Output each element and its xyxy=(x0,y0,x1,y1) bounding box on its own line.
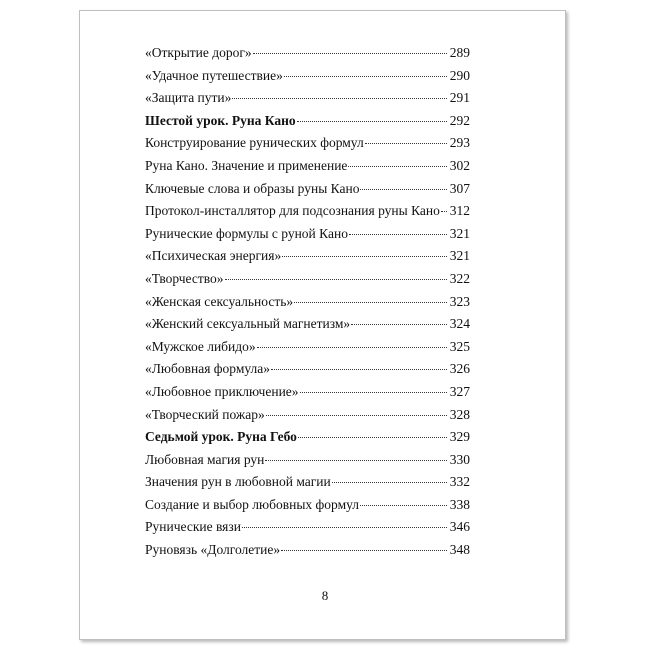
toc-entry-page: 293 xyxy=(449,135,470,151)
toc-chapter-entry xyxy=(145,113,470,136)
toc-entry-title: «Любовная формула» xyxy=(145,361,271,377)
toc-entry-title: Создание и выбор любовных формул xyxy=(145,496,360,512)
toc-entry-title: Шестой урок. Руна Кано xyxy=(145,112,296,128)
dot-leader xyxy=(332,482,447,483)
dot-leader xyxy=(281,550,447,551)
dot-leader xyxy=(271,369,447,370)
toc-entry xyxy=(145,158,470,181)
toc-entry-title: «Творческий пожар» xyxy=(145,406,265,422)
dot-leader xyxy=(225,279,447,280)
toc-entry-page: 348 xyxy=(449,542,470,558)
toc-entry-page: 291 xyxy=(449,90,470,106)
toc-entry-title: Рунические формулы с руной Кано xyxy=(145,225,348,241)
dot-leader xyxy=(253,53,447,54)
toc-entry xyxy=(145,294,470,317)
toc-entry xyxy=(145,248,470,271)
toc-entry-page: 332 xyxy=(449,474,470,490)
toc-entry xyxy=(145,542,470,565)
dot-leader xyxy=(242,527,447,528)
toc-entry-title: Руна Кано. Значение и применение xyxy=(145,157,348,173)
toc-entry-page: 321 xyxy=(449,248,470,264)
toc-entry xyxy=(145,271,470,294)
toc-entry-title: Рунические вязи xyxy=(145,519,241,535)
toc-chapter-entry xyxy=(145,429,470,452)
dot-leader xyxy=(441,211,447,212)
toc-entry xyxy=(145,68,470,91)
toc-entry-page: 328 xyxy=(449,406,470,422)
toc-entry-title: «Психическая энергия» xyxy=(145,248,282,264)
toc-entry-title: «Женская сексуальность» xyxy=(145,293,294,309)
toc-entry xyxy=(145,339,470,362)
dot-leader xyxy=(348,166,446,167)
toc-entry-page: 346 xyxy=(449,519,470,535)
toc-entry-title: Руновязь «Долголетие» xyxy=(145,542,281,558)
toc-entry-title: «Любовное приключение» xyxy=(145,383,299,399)
toc-entry-page: 329 xyxy=(449,429,470,445)
toc-entry-title: Конструирование рунических формул xyxy=(145,135,364,151)
toc-entry-title: «Открытие дорог» xyxy=(145,45,252,60)
toc-entry xyxy=(145,452,470,475)
toc-entry xyxy=(145,226,470,249)
toc-entry-page: 327 xyxy=(449,383,470,399)
toc-entry xyxy=(145,90,470,113)
toc-entry-page: 307 xyxy=(449,180,470,196)
toc-entry-title: Любовная магия рун xyxy=(145,451,265,467)
dot-leader xyxy=(360,505,447,506)
toc-entry-page: 321 xyxy=(449,225,470,241)
dot-leader xyxy=(232,98,446,99)
toc-entry-page: 323 xyxy=(449,293,470,309)
toc-entry-page: 330 xyxy=(449,451,470,467)
toc-entry xyxy=(145,361,470,384)
toc-entry xyxy=(145,135,470,158)
toc-entry-page: 302 xyxy=(449,157,470,173)
toc-entry xyxy=(145,203,470,226)
toc-entry-page: 292 xyxy=(449,112,470,128)
toc-entry-title: «Женский сексуальный магнетизм» xyxy=(145,316,351,332)
table-of-contents xyxy=(145,45,470,565)
toc-entry xyxy=(145,474,470,497)
toc-entry xyxy=(145,45,470,68)
toc-entry-title: Значения рун в любовной магии xyxy=(145,474,331,490)
toc-entry-title: «Защита пути» xyxy=(145,90,232,106)
dot-leader xyxy=(298,437,447,438)
dot-leader xyxy=(300,392,447,393)
toc-entry-title: «Творчество» xyxy=(145,270,224,286)
toc-entry xyxy=(145,497,470,520)
dot-leader xyxy=(284,76,447,77)
toc-entry xyxy=(145,384,470,407)
toc-entry-title: Протокол-инсталлятор для подсознания руны Кано xyxy=(145,203,440,219)
toc-entry xyxy=(145,181,470,204)
dot-leader xyxy=(282,256,447,257)
toc-entry-title: «Мужское либидо» xyxy=(145,338,256,354)
dot-leader xyxy=(365,143,447,144)
toc-entry-title: Ключевые слова и образы руны Кано xyxy=(145,180,360,196)
toc-entry xyxy=(145,519,470,542)
toc-entry-page: 322 xyxy=(449,270,470,286)
page-number: 8 xyxy=(321,588,329,603)
toc-entry xyxy=(145,316,470,339)
dot-leader xyxy=(257,347,447,348)
toc-entry-page: 325 xyxy=(449,338,470,354)
toc-entry-page: 326 xyxy=(449,361,470,377)
dot-leader xyxy=(266,415,447,416)
dot-leader xyxy=(349,234,447,235)
dot-leader xyxy=(265,460,446,461)
toc-entry-page: 338 xyxy=(449,496,470,512)
dot-leader xyxy=(360,189,446,190)
dot-leader xyxy=(297,121,447,122)
toc-entry-page: 324 xyxy=(449,316,470,332)
dot-leader xyxy=(351,324,447,325)
toc-entry-page: 312 xyxy=(449,203,470,219)
toc-entry-title: «Удачное путешествие» xyxy=(145,67,283,83)
toc-entry-page: 290 xyxy=(449,67,470,83)
toc-entry xyxy=(145,407,470,430)
dot-leader xyxy=(294,302,447,303)
toc-entry-page: 289 xyxy=(449,45,470,60)
toc-entry-title: Седьмой урок. Руна Гебо xyxy=(145,429,297,445)
